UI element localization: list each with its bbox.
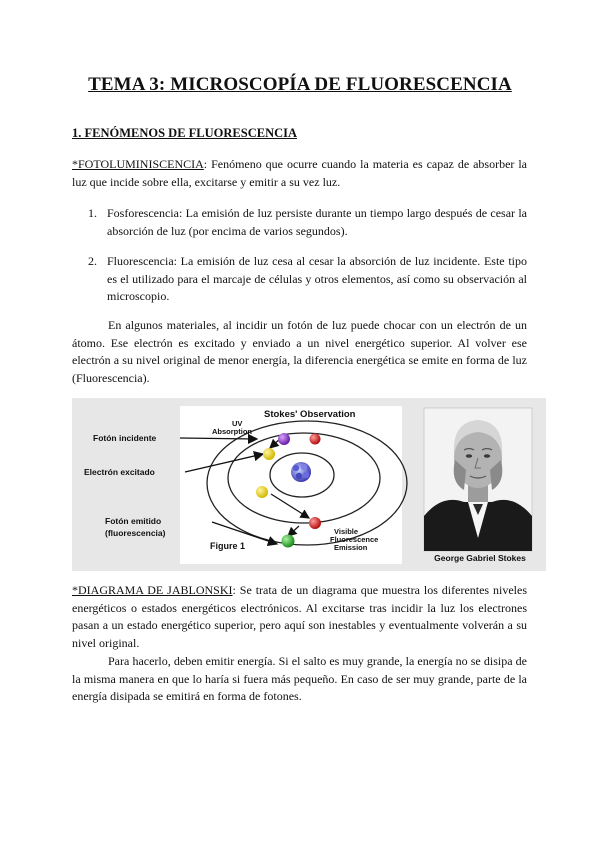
stokes-diagram xyxy=(72,398,546,571)
list-number: 1. xyxy=(88,206,97,220)
atom-paragraph: En algunos materiales, al incidir un fotón de luz puede chocar con un electrón de un átomo. Ese electrón es excitado y enviado a un nivel energético superior. Al volver ese electrón a su nivel original de menor energía, la diferencia energética se emite en forma de luz (Fluorescencia). xyxy=(72,318,527,385)
figure-number: Figure 1 xyxy=(210,541,246,551)
list-text: Fosforescencia: La emisión de luz persiste durante un tiempo largo después de cesar la absorción de luz (por encima de varios segundos). xyxy=(107,206,527,238)
energia-paragraph: Para hacerlo, deben emitir energía. Si el salto es muy grande, la energía no se disipa de la misma manera en que lo haría si fuera más pequeño. En caso de ser muy grande, parte de la energía disipada se emitirá en forma de fotones. xyxy=(72,654,527,703)
stokes-figure xyxy=(72,398,546,571)
uv-label: UV xyxy=(232,419,243,428)
electron-excitado-label: Electrón excitado xyxy=(84,467,155,477)
absorption-label: Absorption xyxy=(212,427,252,436)
visible-label: Visible xyxy=(334,527,359,536)
green-photon-icon xyxy=(282,535,295,548)
jablonski-text: : Se trata de un diagrama que muestra los diferentes niveles energéticos o estados energéticos electrónicos. Al excitarse tras incidir la luz los electrones pasan a un estado energético superior, pero aquí son inestables y eventualmente volverán a su nivel original. xyxy=(72,583,528,650)
jablonski-term: *DIAGRAMA DE JABLONSKI xyxy=(72,583,233,597)
list-item xyxy=(88,205,527,240)
page-title: TEMA 3: MICROSCOPÍA DE FLUORESCENCIA xyxy=(88,74,512,95)
electron-yellow-bottom-icon xyxy=(256,486,268,498)
list-text: Fluorescencia: La emisión de luz cesa al cesar la absorción de luz incidente. Este tipo es el utilizado para el marcaje de células y otros elementos, así como su observación al microscopio. xyxy=(107,254,527,303)
nucleus-icon xyxy=(291,462,311,482)
emission-label: Emission xyxy=(334,543,368,552)
electron-red-bottom-icon xyxy=(309,517,321,529)
electron-red-top-icon xyxy=(310,434,321,445)
portrait-caption: George Gabriel Stokes xyxy=(434,553,526,563)
electron-yellow-top-icon xyxy=(263,448,275,460)
uv-photon-icon xyxy=(278,433,290,445)
figure-heading: Stokes' Observation xyxy=(264,409,356,420)
list-item xyxy=(88,253,527,306)
section-heading: 1. FENÓMENOS DE FLUORESCENCIA xyxy=(72,126,298,140)
fluorescence-label: Fluorescence xyxy=(330,535,379,544)
list-number: 2. xyxy=(88,254,97,268)
fotoluminiscencia-paragraph xyxy=(72,156,527,191)
fluorescencia-label: (fluorescencia) xyxy=(105,528,166,538)
fotoluminiscencia-term: *FOTOLUMINISCENCIA xyxy=(72,157,204,171)
jablonski-paragraph xyxy=(72,582,527,652)
foton-emitido-label: Fotón emitido xyxy=(105,516,162,526)
foton-incidente-label: Fotón incidente xyxy=(93,433,157,443)
stokes-portrait xyxy=(424,408,532,551)
fotoluminiscencia-text: : Fenómeno que ocurre cuando la materia es capaz de absorber la luz que incide sobre ella, excitarse y emitir a su vez luz. xyxy=(72,157,527,189)
